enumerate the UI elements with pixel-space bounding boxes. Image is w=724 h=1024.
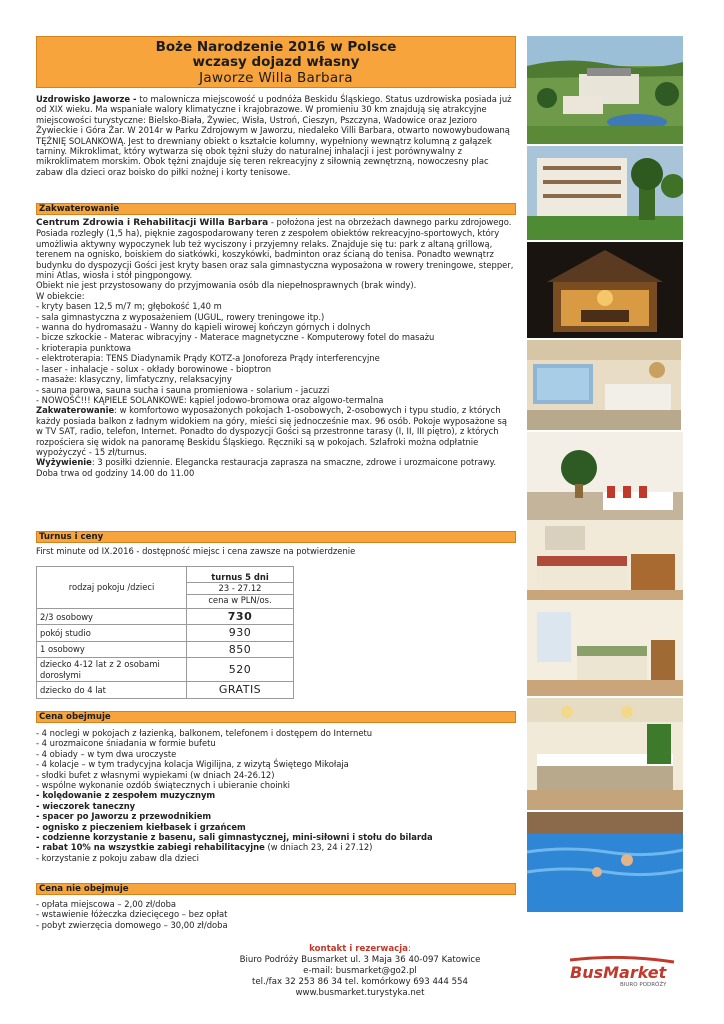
grill-gazebo-photo xyxy=(527,242,683,338)
facility-item: - sauna parowa, sauna sucha i sauna promieniowa - solarium - jacuzzi xyxy=(36,384,330,395)
food-paragraph xyxy=(36,457,516,478)
room-photo-1 xyxy=(527,520,683,604)
term-header-cell xyxy=(187,567,294,609)
table-row xyxy=(37,609,294,625)
room-photo-2 xyxy=(527,600,683,696)
title-banner xyxy=(36,36,516,88)
facility-item: - sala gimnastyczna z wyposażeniem (UGUL, rowery treningowe itp.) xyxy=(36,311,325,322)
facility-item: - masaże: klasyczny, limfatyczny, relaksacyjny xyxy=(36,374,232,385)
intro-paragraph xyxy=(36,94,516,177)
includes-item xyxy=(36,759,516,769)
price-table-header xyxy=(37,567,294,609)
hotel-aerial-photo xyxy=(527,36,683,144)
row-label: dziecko do 4 lat xyxy=(37,682,187,698)
excludes-list xyxy=(36,899,516,930)
contact-phone: tel./fax 32 253 86 34 tel. komórkowy 693 444 554 xyxy=(252,977,468,987)
includes-item-text: - kolędowanie z zespołem muzycznym xyxy=(36,790,216,801)
spa-interior-photo xyxy=(527,340,681,430)
includes-item xyxy=(36,811,516,821)
title-line-3: Jaworze Willa Barbara xyxy=(199,70,353,86)
includes-item-text: - ognisko z pieczeniem kiełbasek i grzańcem xyxy=(36,821,246,832)
food-text: : 3 posiłki dziennie. Elegancka restauracja zaprasza na smaczne, zdrowe i urozmaicone potrawy. Doba trwa od godziny 14.00 do 11.00 xyxy=(36,457,497,478)
accommodation-lead: Centrum Zdrowia i Rehabilitacji Willa Barbara xyxy=(36,218,269,228)
includes-item xyxy=(36,832,516,842)
excludes-item: - pobyt zwierzęcia domowego – 30,00 zł/doba xyxy=(36,919,228,930)
contact-footer xyxy=(150,944,570,999)
rooms-text: : w komfortowo wyposażonych pokojach 1-osobowych, 2-osobowych i typu studio, z których każdy posiada balkon z ładnym widokiem na góry, mieści się jednocześnie max. 96 osób. Pokoje wyposażone są w TV SAT, radio, telefon, Internet. Ponadto do dyspozycji Gości są przestronne tarasy (I, II, III piętro), z których rozpościera się widok na panoramę Beskidu Śląskiego. Ręczniki są w pokojach. Szlafroki można odpłatnie wypożyczyć - 15 zł/turnus. xyxy=(36,405,507,457)
contact-title: kontakt i rezerwacja xyxy=(309,944,408,954)
food-lead: Wyżywienie xyxy=(36,457,92,468)
includes-item-text: - 4 noclegi w pokojach z łazienką, balkonem, telefonem i dostępem do Internetu xyxy=(36,728,373,738)
contact-website[interactable]: www.busmarket.turystyka.net xyxy=(295,988,425,998)
row-label: pokój studio xyxy=(37,625,187,641)
includes-item-text: - słodki bufet z własnymi wypiekami (w dniach 24-26.12) xyxy=(36,769,275,780)
facility-item: - wanna do hydromasażu - Wanny do kąpieli wirowej kończyn górnych i dolnych xyxy=(36,322,371,333)
accommodation-text: - położona jest na obrzeżach dawnego parku zdrojowego. Posiada rozległy (1,5 ha), pięknie zagospodarowany teren z zespołem obiektów rekreacyjno-sportowych, który umożliwia aktywny wypoczynek lub też wyciszony i przyjemny relaks. Znajduje się tu: park z altaną grillową, terenem na ognisko, boiskiem do siatkówki, koszykówki, badminton oraz ścianą do tenisa. Ponadto wewnątrz budynku do dyspozycji Gości jest kryty basen oraz sala gimnastyczna wyposażona w rowery treningowe, stepper, mini Atlas, wiosła i stół pingpongowy. xyxy=(36,217,514,281)
includes-item xyxy=(36,770,516,780)
includes-item-text: - codzienne korzystanie z basenu, sali gimnastycznej, mini-siłowni i stołu do bilarda xyxy=(36,832,433,843)
includes-item xyxy=(36,801,516,811)
facilities-list xyxy=(36,301,516,405)
contact-colon: : xyxy=(407,944,411,954)
section-accommodation-title: Zakwaterowanie xyxy=(39,204,120,214)
table-row xyxy=(37,658,294,682)
includes-item xyxy=(36,853,516,863)
includes-item-suffix: (w dniach 23, 24 i 27.12) xyxy=(264,842,373,853)
includes-list xyxy=(36,728,516,863)
title-line-2: wczasy dojazd własny xyxy=(192,54,360,70)
term-header: turnus 5 dni xyxy=(187,570,293,583)
section-excludes-bar xyxy=(36,883,516,895)
includes-item xyxy=(36,822,516,832)
includes-item xyxy=(36,790,516,800)
rooms-paragraph xyxy=(36,405,516,457)
includes-item-text: - spacer po Jaworzu z przewodnikiem xyxy=(36,811,212,822)
accessibility-note: Obiekt nie jest przystosowany do przyjmowania osób dla niepełnosprawnych (brak windy). xyxy=(36,280,417,291)
section-accommodation-bar xyxy=(36,203,516,215)
dining-hall-photo xyxy=(527,698,683,810)
includes-item xyxy=(36,749,516,759)
includes-item-text: - wspólne wykonanie ozdób świątecznych i ubieranie choinki xyxy=(36,780,291,791)
term-currency: cena w PLN/os. xyxy=(208,594,272,605)
logo-tagline: BIURO PODRÓŻY xyxy=(620,982,667,988)
facilities-title: W obiekcie: xyxy=(36,290,85,301)
includes-item xyxy=(36,728,516,738)
row-price: 850 xyxy=(187,641,294,657)
includes-item xyxy=(36,842,516,852)
title-line-1: Boże Narodzenie 2016 w Polsce xyxy=(155,39,397,55)
includes-item-text: - 4 kolacje – w tym tradycyjna kolacja Wigilijna, z wizytą Świętego Mikołaja xyxy=(36,759,349,770)
rooms-lead: Zakwaterowanie xyxy=(36,405,115,416)
section-includes-bar xyxy=(36,711,516,723)
section-excludes-title: Cena nie obejmuje xyxy=(39,884,129,894)
logo-name: BusMarket xyxy=(570,963,667,982)
swimming-pool-photo xyxy=(527,812,683,912)
includes-item-text: - 4 obiady – w tym dwa uroczyste xyxy=(36,748,177,759)
row-label: dziecko 4-12 lat z 2 osobami dorosłymi xyxy=(37,658,187,682)
row-price: 520 xyxy=(187,658,294,682)
intro-text: to malownicza miejscowość u podnóża Beskidu Śląskiego. Status uzdrowiska posiada już od XIX wieku. Ma wspaniałe walory klimatyczne i krajobrazowe. W promieniu 30 km znajdują się atrakcyjne miejscowości turystyczne: Bielsko-Biała, Żywiec, Wisła, Ustroń, Cieszyn, Pszczyna, Wadowice oraz Jezioro Żywieckie i Góra Żar. W 2014r w Parku Zdrojowym w Jaworzu, niedaleko Villi Barbara, otwarto nowowybudowaną TĘŻNIĘ SOLANKOWĄ. Jest to drewniany obiekt o kształcie kolumny, wypełniony wewnątrz kolumną z gałązek tarniny. Mikroklimat, który wytwarza się obok tężni służy do naturalnej inhalacji i jest porównywalny z mikroklimatem morskim. Obok tężni znajduje się teren rekreacyjny z siłownią zewnętrzną, nowoczesny plac zabaw dla dzieci oraz boisko do piłki nożnej i korty tenisowe. xyxy=(36,94,512,177)
facility-item: - krioterapia punktowa xyxy=(36,342,132,353)
accommodation-description xyxy=(36,217,516,280)
accommodation-block xyxy=(36,217,516,478)
busmarket-logo xyxy=(566,956,678,988)
section-term-bar xyxy=(36,531,516,543)
villa-garden-photo xyxy=(527,146,683,240)
includes-item-text: - wieczorek taneczny xyxy=(36,800,136,811)
facility-item: - NOWOŚĆ!!! KĄPIELE SOLANKOWE: kąpiel jodowo-bromowa oraz algowo-termalna xyxy=(36,394,384,405)
includes-item-text: - korzystanie z pokoju zabaw dla dzieci xyxy=(36,852,199,863)
table-row xyxy=(37,682,294,698)
includes-item xyxy=(36,738,516,748)
includes-item xyxy=(36,780,516,790)
facility-item: - laser - inhalacje - solux - okłady borowinowe - bioptron xyxy=(36,363,272,374)
room-type-header: rodzaj pokoju /dzieci xyxy=(37,567,187,609)
contact-heading xyxy=(150,944,570,955)
section-term-title: Turnus i ceny xyxy=(39,532,104,542)
row-label: 2/3 osobowy xyxy=(37,609,187,625)
includes-item-text: - rabat 10% na wszystkie zabiegi rehabilitacyjne xyxy=(36,842,265,853)
row-label: 1 osobowy xyxy=(37,641,187,657)
contact-office: Biuro Podróży Busmarket ul. 3 Maja 36 40-097 Katowice xyxy=(239,955,481,965)
term-dates: 23 - 27.12 xyxy=(187,583,293,594)
row-price: 930 xyxy=(187,625,294,641)
table-row xyxy=(37,625,294,641)
table-row xyxy=(37,641,294,657)
row-price: GRATIS xyxy=(187,682,294,698)
facility-item: - elektroterapia: TENS Diadynamik Prądy KOTZ-a Jonoforeza Prądy interferencyjne xyxy=(36,353,380,364)
excludes-item: - wstawienie łóżeczka dziecięcego – bez opłat xyxy=(36,909,228,920)
restaurant-photo xyxy=(527,432,683,532)
contact-email[interactable]: e-mail: busmarket@go2.pl xyxy=(303,966,417,976)
includes-item-text: - 4 urozmaicone śniadania w formie bufetu xyxy=(36,738,216,749)
facility-item: - bicze szkockie - Materac wibracyjny - Materace magnetyczne - Komputerowy fotel do masażu xyxy=(36,332,435,343)
price-table xyxy=(36,566,294,699)
row-price: 730 xyxy=(187,609,294,625)
section-includes-title: Cena obejmuje xyxy=(39,712,111,722)
excludes-item: - opłata miejscowa – 2,00 zł/doba xyxy=(36,899,177,909)
first-minute-note: First minute od IX.2016 - dostępność miejsc i cena zawsze na potwierdzenie xyxy=(36,546,356,556)
facility-item: - kryty basen 12,5 m/7 m; głębokość 1,40 m xyxy=(36,301,222,312)
intro-lead: Uzdrowisko Jaworze - xyxy=(36,94,140,104)
